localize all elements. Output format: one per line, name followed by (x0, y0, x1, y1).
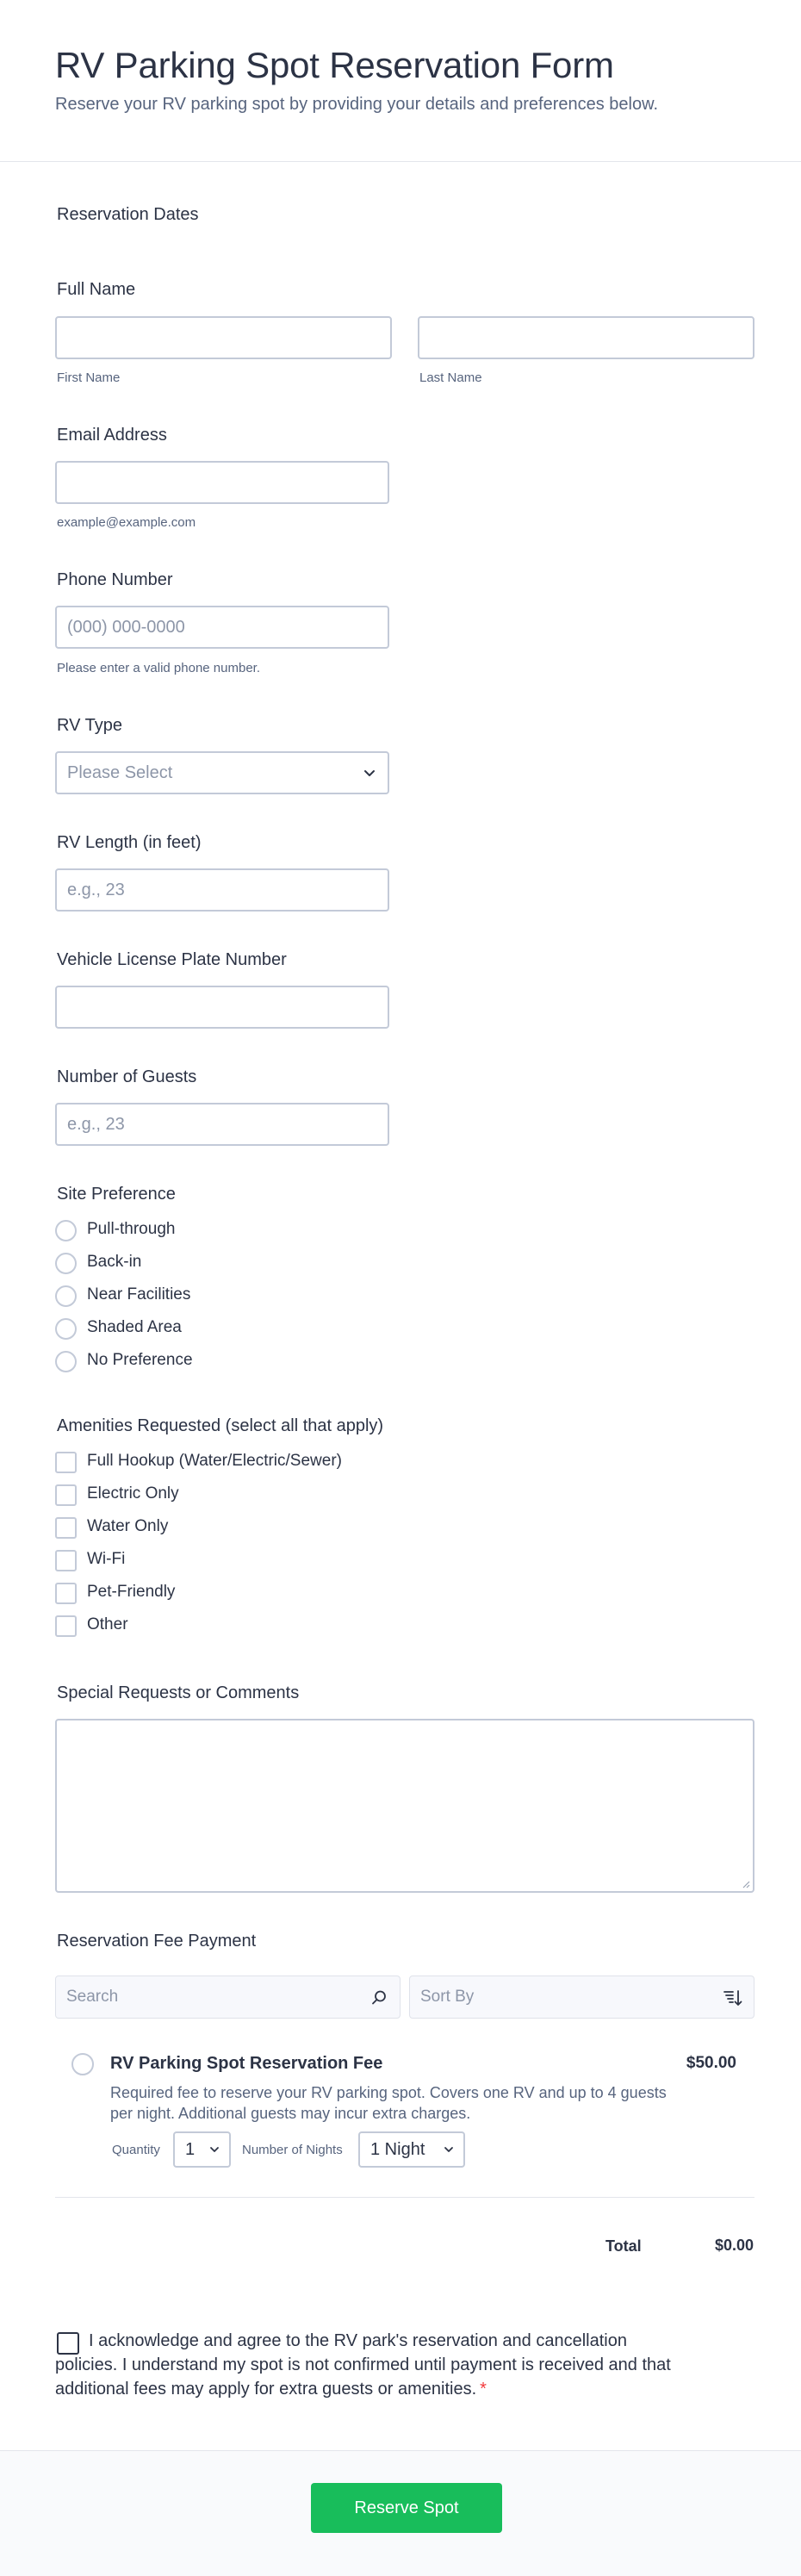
license-plate-label: Vehicle License Plate Number (57, 950, 287, 969)
first-name-input[interactable] (55, 316, 392, 359)
payment-label: Reservation Fee Payment (57, 1932, 257, 1951)
quantity-value: 1 (185, 2140, 196, 2159)
checkbox[interactable] (55, 1517, 77, 1539)
amenity-option-label: Water Only (87, 1517, 169, 1535)
email-input[interactable] (55, 461, 389, 504)
amenities-label: Amenities Requested (select all that apply) (57, 1416, 384, 1435)
rv-type-select[interactable] (55, 751, 389, 794)
site-option-label: Back-in (87, 1253, 142, 1271)
phone-sublabel: Please enter a valid phone number. (57, 661, 260, 675)
reserve-spot-button[interactable]: Reserve Spot (311, 2483, 502, 2533)
radio-button[interactable] (55, 1318, 77, 1340)
checkbox[interactable] (55, 1615, 77, 1637)
checkbox[interactable] (55, 1583, 77, 1604)
reservation-dates-label: Reservation Dates (57, 205, 199, 224)
amenity-option-label: Wi-Fi (87, 1550, 126, 1568)
site-option-label: Shaded Area (87, 1318, 182, 1336)
form-subtitle: Reserve your RV parking spot by providing your details and preferences below. (55, 95, 659, 114)
checkbox[interactable] (55, 1484, 77, 1506)
nights-select[interactable] (358, 2131, 465, 2168)
guests-placeholder: e.g., 23 (67, 1115, 125, 1134)
last-name-input[interactable] (418, 316, 754, 359)
product-name: RV Parking Spot Reservation Fee (110, 2054, 383, 2073)
last-name-sublabel: Last Name (419, 370, 482, 385)
email-sublabel: example@example.com (57, 515, 196, 530)
total-value: $0.00 (714, 2237, 754, 2254)
payment-divider (55, 2197, 754, 2198)
amenity-option-label: Full Hookup (Water/Electric/Sewer) (87, 1452, 342, 1470)
rv-length-input[interactable] (55, 868, 389, 912)
guests-input[interactable] (55, 1103, 389, 1146)
search-icon (369, 1988, 389, 2008)
form-header (0, 0, 801, 162)
radio-button[interactable] (55, 1253, 77, 1274)
total-label: Total (605, 2237, 642, 2255)
license-plate-input[interactable] (55, 986, 389, 1029)
search-placeholder: Search (66, 1988, 119, 2006)
product-description: Required fee to reserve your RV parking spot. Covers one RV and up to 4 guests per night. Additional guests may incur extra charges. (110, 2084, 667, 2122)
required-asterisk: * (480, 2380, 487, 2399)
phone-label: Phone Number (57, 570, 173, 589)
quantity-select[interactable] (173, 2131, 231, 2168)
sort-icon (723, 1988, 743, 2008)
product-search-input[interactable] (55, 1976, 400, 2019)
product-sort-select[interactable] (409, 1976, 754, 2019)
sort-placeholder: Sort By (420, 1988, 475, 2006)
checkbox[interactable] (55, 1550, 77, 1571)
product-select-radio[interactable] (71, 2053, 94, 2075)
nights-label: Number of Nights (242, 2143, 343, 2157)
acknowledgement-label: I acknowledge and agree to the RV park's reservation and cancellation policies. I understand my spot is not confirmed until payment is received and that additional fees may apply for extra guests or amenities. (55, 2331, 671, 2399)
rv-length-label: RV Length (in feet) (57, 833, 202, 852)
acknowledgement-text (55, 2329, 692, 2401)
phone-placeholder: (000) 000-0000 (67, 618, 185, 637)
form-title: RV Parking Spot Reservation Form (55, 45, 614, 85)
nights-value: 1 Night (370, 2140, 425, 2159)
comments-textarea[interactable] (55, 1719, 754, 1893)
radio-button[interactable] (55, 1351, 77, 1372)
full-name-label: Full Name (57, 280, 136, 299)
resize-handle-icon[interactable] (742, 1880, 750, 1888)
chevron-down-icon (362, 765, 377, 781)
product-price: $50.00 (686, 2054, 736, 2072)
comments-label: Special Requests or Comments (57, 1683, 300, 1702)
site-option-label: Pull-through (87, 1220, 176, 1238)
site-preference-label: Site Preference (57, 1185, 176, 1204)
site-option-label: Near Facilities (87, 1285, 191, 1304)
rv-length-placeholder: e.g., 23 (67, 880, 125, 899)
amenity-option-label: Electric Only (87, 1484, 179, 1503)
quantity-label: Quantity (112, 2143, 160, 2157)
amenity-option-label: Other (87, 1615, 128, 1633)
site-option-label: No Preference (87, 1351, 193, 1369)
rv-type-label: RV Type (57, 716, 122, 735)
email-label: Email Address (57, 426, 167, 445)
first-name-sublabel: First Name (57, 370, 121, 385)
checkbox[interactable] (55, 1452, 77, 1473)
chevron-down-icon (208, 2144, 220, 2156)
chevron-down-icon (443, 2144, 455, 2156)
rv-type-selected: Please Select (67, 763, 173, 782)
guests-label: Number of Guests (57, 1067, 197, 1086)
phone-input[interactable] (55, 606, 389, 649)
radio-button[interactable] (55, 1220, 77, 1241)
radio-button[interactable] (55, 1285, 77, 1307)
amenity-option-label: Pet-Friendly (87, 1583, 176, 1601)
